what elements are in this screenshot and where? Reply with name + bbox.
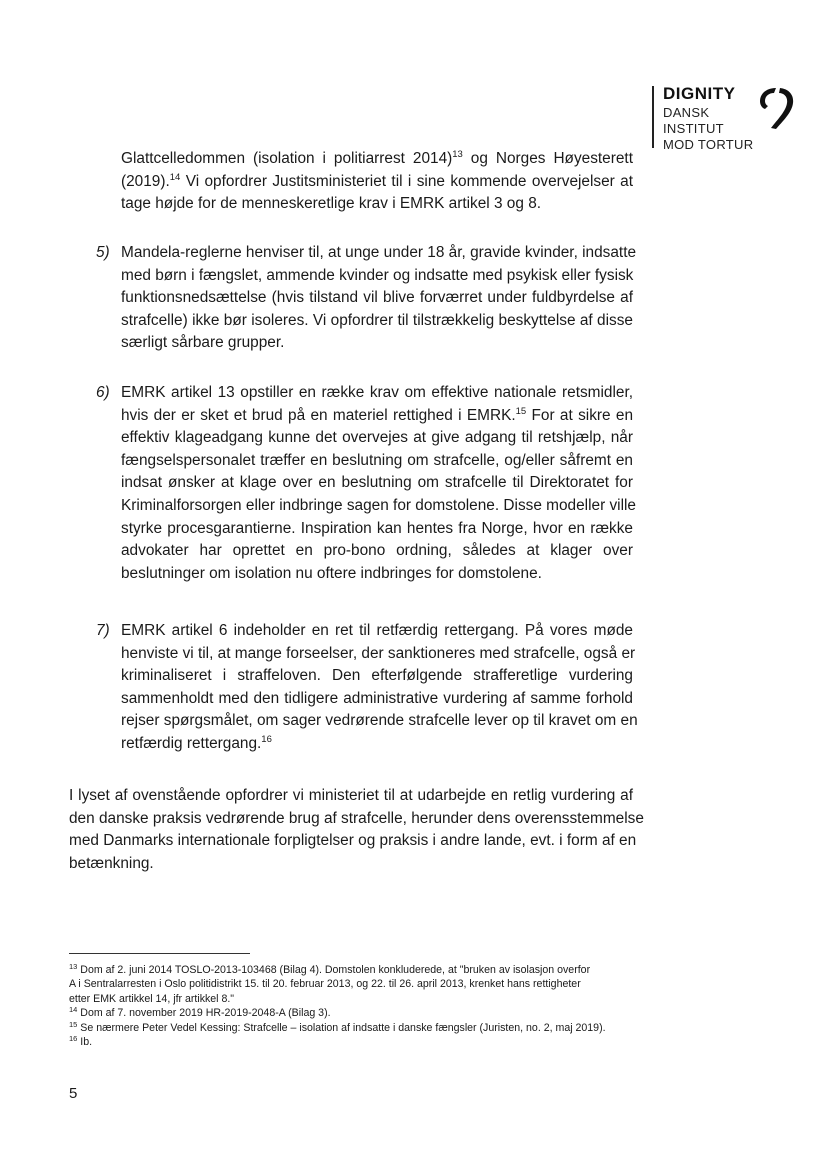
dignity-logo-icon (756, 84, 798, 132)
text-line (121, 405, 633, 428)
text-line: henviste vi til, at mange forseelser, der sanktioneres med strafcelle, også er (121, 644, 636, 662)
text-segment: og Norges Høyesterett (462, 150, 633, 167)
text-line: beslutninger om isolation nu oftere indbringes for domstolene. (121, 564, 542, 582)
footnote-line (69, 963, 635, 977)
item-number-6: 6) (96, 384, 110, 401)
footnote-number: 13 (69, 962, 78, 971)
text-line: kriminaliseret i straffeloven. Den efterfølgende strafferetlige vurdering (121, 667, 633, 685)
text-line: betænkning. (69, 854, 154, 872)
text-line: I lyset af ovenstående opfordrer vi ministeriet til at udarbejde en retlig vurdering af (69, 787, 633, 804)
text-line: EMRK artikel 6 indeholder en ret til retfærdig rettergang. På vores møde (121, 622, 633, 639)
footnote-ref-16: 16 (261, 733, 272, 745)
text-line (121, 148, 633, 171)
paragraph-continued (121, 148, 633, 216)
text-line: rejser spørgsmålet, om sager vedrørende strafcelle lever op til kravet om en (121, 712, 638, 730)
text-line (121, 733, 633, 756)
text-segment: (2019). (121, 172, 170, 190)
text-line: advokater har oprettet en pro-bono ordning, således at klager over (121, 542, 633, 560)
logo-title: DIGNITY (663, 84, 736, 103)
footnote-line (69, 1035, 635, 1049)
footnotes (69, 963, 635, 1049)
footnote-number: 14 (69, 1005, 78, 1015)
item-number-7: 7) (96, 622, 110, 639)
text-line: med børn i fængslet, ammende kvinder og indsatte med psykisk eller fysisk (121, 266, 634, 284)
footnote-text: Se nærmere Peter Vedel Kessing: Strafcelle – isolation af indsatte i danske fængsler (Juristen, no. 2, maj 2019). (77, 1021, 606, 1034)
item-number-5: 5) (96, 244, 110, 261)
item-7-text (121, 620, 638, 756)
text-segment: Vi opfordrer Justitsministeriet til i sine kommende overvejelser at (180, 172, 633, 190)
logo-line-institut: INSTITUT (663, 121, 724, 136)
footnote-line (69, 1006, 635, 1020)
text-line: tage højde for de menneskeretlige krav i EMRK artikel 3 og 8. (121, 195, 542, 213)
text-line: fængselspersonalet træffer en beslutning om strafcelle, og/eller såfremt en (121, 451, 633, 469)
text-segment: hvis der er sket et brud på en materiel rettighed i EMRK. (121, 406, 516, 424)
footnote-text: Dom af 2. juni 2014 TOSLO-2013-103468 (Bilag 4). Domstolen konkluderede, at "bruken av isolasjon overfor (77, 964, 591, 976)
logo-line-mod-tortur: MOD TORTUR (663, 137, 754, 152)
conclusion-paragraph (69, 785, 644, 875)
text-line: sammenholdt med den tidligere administrative vurdering af samme forhold (121, 689, 633, 707)
page-number: 5 (69, 1085, 78, 1102)
text-line: effektiv klageadgang kunne det overvejes at give adgang til retshjælp, når (121, 429, 633, 447)
dignity-logo (652, 84, 802, 154)
footnote-separator (69, 953, 250, 954)
text-line: styrke procesgarantierne. Inspiration kan hentes fra Norge, hvor en række (121, 519, 633, 537)
footnote-ref-15: 15 (515, 405, 527, 417)
footnote-number: 15 (69, 1019, 78, 1029)
text-segment: Glattcelledommen (isolation i politiarrest 2014) (121, 150, 453, 167)
item-6-text (121, 382, 636, 585)
text-line: indsat ønsker at klage over en beslutning om strafcelle til Direktoratet for (121, 474, 633, 492)
footnote-ref-13: 13 (452, 149, 463, 160)
footnote-text: A i Sentralarresten i Oslo politidistrikt 15. til 20. februar 2013, og 22. til 26. april 2013, krenket hans rettigheter (69, 978, 581, 991)
text-segment: retfærdig rettergang. (121, 734, 262, 752)
logo-line-dansk: DANSK (663, 105, 710, 120)
text-line: funktionsnedsættelse (hvis tilstand vil blive forværret under fuldbyrdelse af (121, 289, 633, 307)
footnote-text: Ib. (77, 1036, 93, 1049)
text-line: Kriminalforsorgen eller indbringe sagen for domstolene. Disse modeller ville (121, 496, 636, 514)
text-line: særligt sårbare grupper. (121, 334, 285, 352)
logo-divider (652, 86, 654, 148)
text-line: EMRK artikel 13 opstiller en række krav om effektive nationale retsmidler, (121, 384, 633, 401)
footnote-number: 16 (69, 1034, 78, 1044)
item-5-text (121, 242, 637, 355)
text-line: med Danmarks internationale forpligtelser og praksis i andre lande, evt. i form af en (69, 832, 637, 850)
footnote-line (69, 1021, 635, 1035)
text-segment: For at sikre en (526, 406, 634, 424)
text-line: Mandela-reglerne henviser til, at unge under 18 år, gravide kvinder, indsatte (121, 244, 637, 261)
text-line: strafcelle) ikke bør isoleres. Vi opfordrer til tilstrækkelig beskyttelse af disse (121, 311, 633, 329)
footnote-line (69, 992, 635, 1006)
footnote-text: Dom af 7. november 2019 HR-2019-2048-A (Bilag 3). (77, 1007, 331, 1020)
footnote-text: etter EMK artikkel 14, jfr artikkel 8." (69, 992, 235, 1005)
footnote-ref-14: 14 (169, 171, 181, 183)
footnote-line (69, 977, 635, 991)
text-line (121, 171, 633, 194)
text-line: den danske praksis vedrørende brug af strafcelle, herunder dens overensstemmelse (69, 809, 644, 827)
